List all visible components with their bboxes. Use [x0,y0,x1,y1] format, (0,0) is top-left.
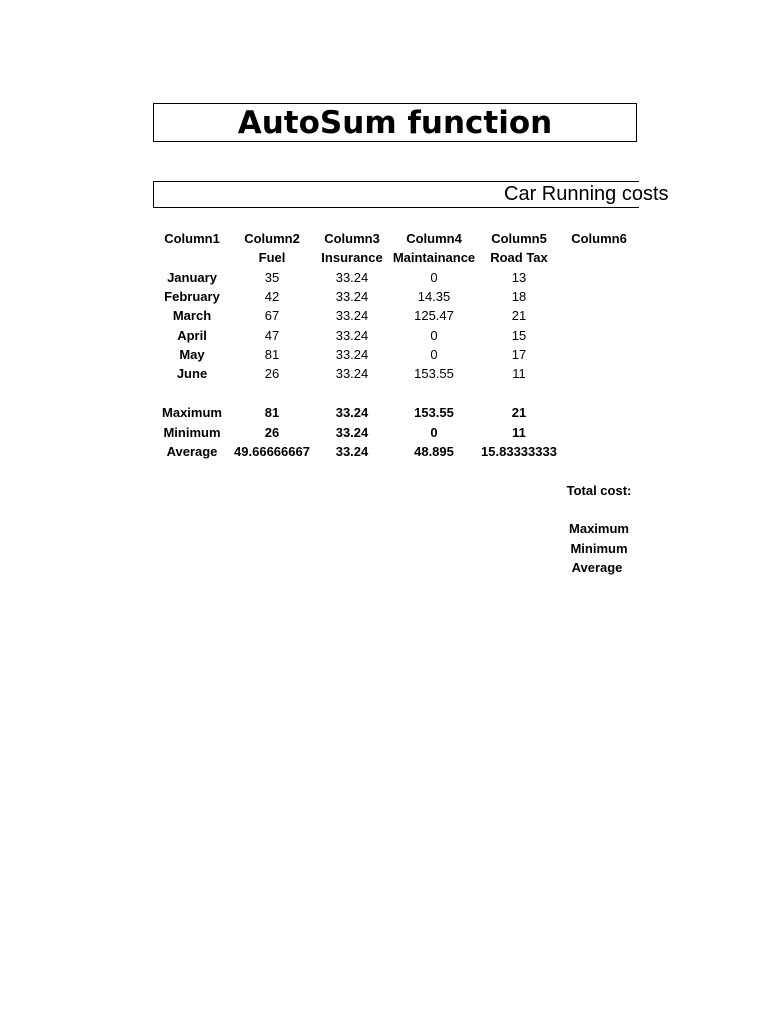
summary-cell: 153.55 [414,405,454,420]
table-cell: 15 [511,328,527,343]
table-cell: 0 [430,270,438,285]
table-cell: 0 [430,328,438,343]
column-subheader: Road Tax [490,250,548,265]
page-title: AutoSum function [153,103,637,142]
table-cell: 125.47 [414,308,454,323]
table-cell: 33.24 [335,289,369,304]
summary-label: Average [166,444,218,459]
table-cell: 33.24 [335,347,369,362]
table-cell: 13 [511,270,527,285]
summary-cell: 33.24 [335,425,369,440]
table-cell: 21 [511,308,527,323]
table-cell: 33.24 [335,366,369,381]
table-cell: 17 [511,347,527,362]
summary-label: Minimum [163,425,221,440]
total-maximum-label: Maximum [569,521,629,536]
table-cell: 33.24 [335,270,369,285]
summary-label: Maximum [162,405,222,420]
summary-cell: 0 [430,425,438,440]
summary-cell: 15.83333333 [481,444,557,459]
column-header: Column3 [324,231,380,246]
row-label: April [177,328,207,343]
column-header: Column1 [164,231,220,246]
table-cell: 14.35 [417,289,451,304]
table-cell: 33.24 [335,328,369,343]
row-label: January [167,270,217,285]
summary-cell: 21 [511,405,527,420]
summary-cell: 26 [264,425,280,440]
summary-cell: 49.66666667 [234,444,310,459]
column-header: Column5 [491,231,547,246]
row-label: May [179,347,205,362]
row-label: February [164,289,220,304]
column-subheader: Maintainance [392,250,476,265]
table-cell: 0 [430,347,438,362]
column-subheader: Fuel [258,250,286,265]
row-label: March [172,308,212,323]
total-average-label: Average [571,560,623,575]
table-cell: 33.24 [335,308,369,323]
summary-cell: 48.895 [414,444,454,459]
summary-cell: 11 [512,425,526,440]
column-subheader: Insurance [321,250,383,265]
table-cell: 42 [264,289,280,304]
table-cell: 35 [264,270,280,285]
table-cell: 67 [264,308,280,323]
column-header: Column4 [406,231,462,246]
table-cell: 11 [512,366,526,381]
row-label: June [176,366,208,381]
subtitle: Car Running costs [504,183,669,205]
column-header: Column2 [244,231,300,246]
summary-cell: 33.24 [335,405,369,420]
table-cell: 47 [264,328,280,343]
table-cell: 153.55 [414,366,454,381]
total-cost-label: Total cost: [566,483,632,498]
table-cell: 81 [264,347,280,362]
summary-cell: 33.24 [335,444,369,459]
total-minimum-label: Minimum [570,541,628,556]
summary-cell: 81 [264,405,280,420]
subtitle-box [153,181,669,208]
table-cell: 26 [264,366,280,381]
table-cell: 18 [511,289,527,304]
column-header: Column6 [571,231,627,246]
